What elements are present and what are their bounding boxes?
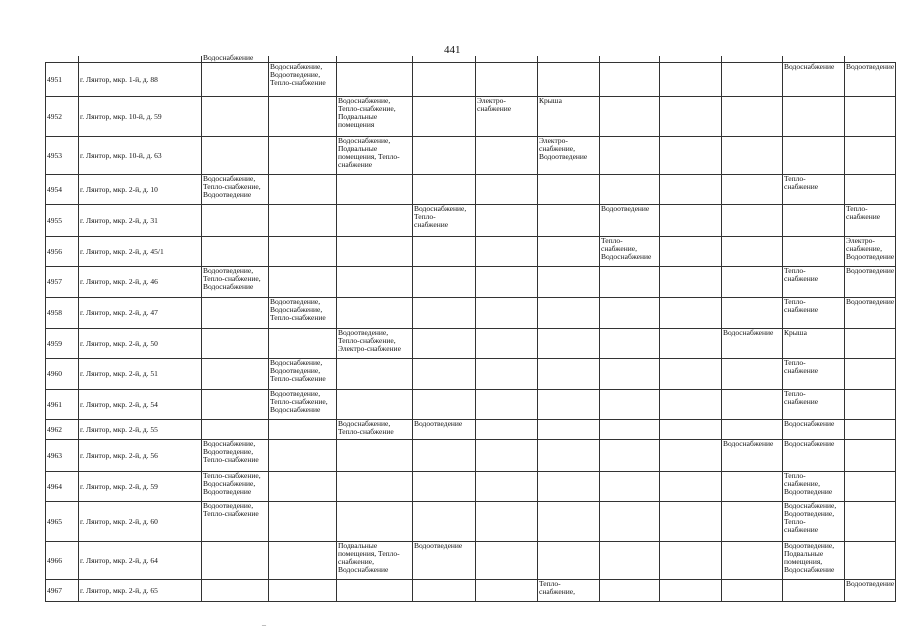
work-cell xyxy=(538,390,600,420)
work-cell xyxy=(269,440,337,472)
work-cell xyxy=(413,267,476,298)
address-cell: г. Лянтор, мкр. 2-й, д. 31 xyxy=(79,205,202,237)
row-number: 4964 xyxy=(46,472,79,502)
address-cell: г. Лянтор, мкр. 2-й, д. 56 xyxy=(79,440,202,472)
work-cell xyxy=(269,329,337,359)
work-cell xyxy=(269,175,337,205)
work-cell xyxy=(600,298,660,329)
work-cell: Водоснабжение, Подвальные помещения, Тепло- снабжение xyxy=(337,137,413,175)
work-cell xyxy=(660,440,722,472)
work-cell xyxy=(413,137,476,175)
work-cell xyxy=(337,205,413,237)
page-number: 441 xyxy=(444,44,461,56)
work-cell xyxy=(269,502,337,542)
work-cell xyxy=(202,359,269,390)
table-row xyxy=(46,137,896,175)
work-cell xyxy=(660,175,722,205)
table-row xyxy=(46,267,896,298)
work-cell xyxy=(722,267,783,298)
table-row xyxy=(46,440,896,472)
work-cell xyxy=(269,542,337,580)
work-cell: Электро- снабжение, Водоотведение xyxy=(845,237,896,267)
work-cell: Тепло- снабжение xyxy=(783,175,845,205)
address-cell: г. Лянтор, мкр. 2-й, д. 10 xyxy=(79,175,202,205)
work-cell xyxy=(476,63,538,97)
work-cell xyxy=(660,267,722,298)
work-cell xyxy=(783,97,845,137)
work-cell xyxy=(600,63,660,97)
work-cell xyxy=(202,542,269,580)
work-cell xyxy=(413,175,476,205)
work-cell: Водоснабжение xyxy=(783,440,845,472)
work-cell xyxy=(269,420,337,440)
work-cell xyxy=(476,205,538,237)
work-cell: Водоотведение xyxy=(845,580,896,602)
work-cell xyxy=(269,472,337,502)
work-cell xyxy=(600,175,660,205)
work-cell xyxy=(660,237,722,267)
work-cell xyxy=(660,329,722,359)
work-cell xyxy=(202,137,269,175)
work-cell xyxy=(476,440,538,472)
work-cell xyxy=(845,329,896,359)
row-number: 4951 xyxy=(46,63,79,97)
work-cell: Водоотведение, Тепло-снабжение xyxy=(202,502,269,542)
work-cell xyxy=(337,298,413,329)
work-cell xyxy=(476,420,538,440)
table-row xyxy=(46,237,896,267)
work-cell xyxy=(413,298,476,329)
work-cell: Водоотведение, Водоснабжение, Тепло-снабжение xyxy=(269,298,337,329)
table-row xyxy=(46,359,896,390)
table-row xyxy=(46,205,896,237)
table-row xyxy=(46,542,896,580)
work-cell: Тепло- снабжение, xyxy=(538,580,600,602)
work-cell: Водоотведение xyxy=(845,63,896,97)
row-number: 4962 xyxy=(46,420,79,440)
work-cell xyxy=(845,175,896,205)
work-cell xyxy=(476,502,538,542)
work-cell xyxy=(476,359,538,390)
work-cell xyxy=(538,420,600,440)
table-row xyxy=(46,580,896,602)
work-cell xyxy=(202,580,269,602)
work-cell: Водоснабжение xyxy=(722,440,783,472)
row-number: 4963 xyxy=(46,440,79,472)
work-cell xyxy=(660,472,722,502)
work-cell xyxy=(660,359,722,390)
work-cell: Тепло- снабжение xyxy=(845,205,896,237)
address-cell: г. Лянтор, мкр. 10-й, д. 63 xyxy=(79,137,202,175)
work-cell xyxy=(337,359,413,390)
work-cell xyxy=(600,267,660,298)
work-cell xyxy=(538,329,600,359)
work-cell xyxy=(202,237,269,267)
work-cell: Водоснабжение, Тепло-снабжение xyxy=(337,420,413,440)
row-number: 4953 xyxy=(46,137,79,175)
work-cell xyxy=(845,97,896,137)
address-cell: г. Лянтор, мкр. 2-й, д. 60 xyxy=(79,502,202,542)
work-cell xyxy=(845,359,896,390)
work-cell xyxy=(269,137,337,175)
table-row xyxy=(46,329,896,359)
work-cell xyxy=(413,440,476,472)
table-row xyxy=(46,97,896,137)
work-cell xyxy=(660,580,722,602)
repair-schedule-table xyxy=(45,62,896,602)
work-cell: Тепло- снабжение, Водоснабжение xyxy=(600,237,660,267)
work-cell xyxy=(600,359,660,390)
scan-artifact: – xyxy=(262,620,266,629)
work-cell xyxy=(722,420,783,440)
work-cell xyxy=(476,329,538,359)
table-row xyxy=(46,502,896,542)
work-cell: Водоотведение xyxy=(413,542,476,580)
work-cell xyxy=(476,175,538,205)
work-cell: Водоснабжение, Тепло-снабжение, Водоотведение xyxy=(202,175,269,205)
work-cell xyxy=(600,472,660,502)
table-body xyxy=(46,63,896,602)
row-number: 4957 xyxy=(46,267,79,298)
table-row xyxy=(46,472,896,502)
work-cell xyxy=(202,97,269,137)
work-cell xyxy=(600,420,660,440)
work-cell: Водоснабжение, Тепло-снабжение, Подвальные помещения xyxy=(337,97,413,137)
work-cell xyxy=(845,137,896,175)
work-cell xyxy=(660,205,722,237)
work-cell xyxy=(337,237,413,267)
work-cell xyxy=(845,472,896,502)
work-cell xyxy=(202,420,269,440)
work-cell xyxy=(783,137,845,175)
work-cell xyxy=(337,502,413,542)
work-cell: Тепло- снабжение, Водоотведение xyxy=(783,472,845,502)
work-cell: Водоснабжение xyxy=(783,63,845,97)
work-cell xyxy=(722,237,783,267)
work-cell xyxy=(476,580,538,602)
work-cell xyxy=(337,175,413,205)
row-number: 4966 xyxy=(46,542,79,580)
work-cell xyxy=(660,542,722,580)
row-number: 4961 xyxy=(46,390,79,420)
work-cell xyxy=(202,298,269,329)
work-cell xyxy=(722,205,783,237)
address-cell: г. Лянтор, мкр. 1-й, д. 88 xyxy=(79,63,202,97)
work-cell xyxy=(337,472,413,502)
work-cell xyxy=(845,502,896,542)
work-cell xyxy=(269,97,337,137)
work-cell: Тепло- снабжение xyxy=(783,267,845,298)
work-cell xyxy=(538,63,600,97)
work-cell xyxy=(202,329,269,359)
work-cell: Водоснабжение xyxy=(722,329,783,359)
work-cell xyxy=(413,502,476,542)
work-cell xyxy=(538,205,600,237)
row-number: 4958 xyxy=(46,298,79,329)
work-cell: Водоотведение xyxy=(845,298,896,329)
work-cell: Водоотведение, Подвальные помещения, Водоснабжение xyxy=(783,542,845,580)
address-cell: г. Лянтор, мкр. 2-й, д. 55 xyxy=(79,420,202,440)
row-number: 4956 xyxy=(46,237,79,267)
work-cell xyxy=(269,580,337,602)
work-cell: Водоснабжение, Водоотведение, Тепло-снабжение xyxy=(269,359,337,390)
work-cell xyxy=(202,390,269,420)
work-cell xyxy=(660,502,722,542)
work-cell: Подвальные помещения, Тепло- снабжение, Водоснабжение xyxy=(337,542,413,580)
work-cell xyxy=(722,63,783,97)
address-cell: г. Лянтор, мкр. 2-й, д. 47 xyxy=(79,298,202,329)
work-cell xyxy=(476,542,538,580)
work-cell xyxy=(413,97,476,137)
work-cell xyxy=(538,267,600,298)
work-cell: Водоснабжение, Водоотведение, Тепло-снабжение xyxy=(269,63,337,97)
work-cell: Электро- снабжение, Водоотведение xyxy=(538,137,600,175)
work-cell xyxy=(722,359,783,390)
work-cell: Водоотведение xyxy=(845,267,896,298)
work-cell: Тепло- снабжение xyxy=(783,390,845,420)
work-cell xyxy=(476,298,538,329)
work-cell xyxy=(660,97,722,137)
work-cell: Водоотведение xyxy=(600,205,660,237)
work-cell xyxy=(600,542,660,580)
work-cell xyxy=(202,205,269,237)
work-cell xyxy=(476,390,538,420)
work-cell xyxy=(660,420,722,440)
work-cell xyxy=(413,580,476,602)
work-cell xyxy=(722,502,783,542)
work-cell xyxy=(476,267,538,298)
work-cell xyxy=(413,359,476,390)
row-number: 4967 xyxy=(46,580,79,602)
work-cell xyxy=(845,542,896,580)
work-cell xyxy=(538,237,600,267)
row-number: 4959 xyxy=(46,329,79,359)
work-cell xyxy=(600,329,660,359)
work-cell xyxy=(538,542,600,580)
work-cell xyxy=(722,137,783,175)
address-cell: г. Лянтор, мкр. 2-й, д. 64 xyxy=(79,542,202,580)
work-cell xyxy=(413,390,476,420)
work-cell xyxy=(337,440,413,472)
work-cell xyxy=(600,390,660,420)
work-cell xyxy=(722,472,783,502)
work-cell xyxy=(476,472,538,502)
work-cell: Водоотведение, Тепло-снабжение, Водоснабжение xyxy=(269,390,337,420)
work-cell xyxy=(783,205,845,237)
work-cell xyxy=(783,237,845,267)
work-cell xyxy=(660,63,722,97)
table-row xyxy=(46,298,896,329)
work-cell: Электро- снабжение xyxy=(476,97,538,137)
work-cell xyxy=(476,237,538,267)
work-cell xyxy=(269,267,337,298)
work-cell xyxy=(476,137,538,175)
work-cell xyxy=(413,237,476,267)
work-cell xyxy=(722,390,783,420)
row-number: 4965 xyxy=(46,502,79,542)
table-row xyxy=(46,63,896,97)
work-cell xyxy=(269,237,337,267)
table-row xyxy=(46,175,896,205)
address-cell: г. Лянтор, мкр. 2-й, д. 54 xyxy=(79,390,202,420)
address-cell: г. Лянтор, мкр. 10-й, д. 59 xyxy=(79,97,202,137)
work-cell xyxy=(337,390,413,420)
work-cell xyxy=(337,63,413,97)
work-cell: Водоотведение xyxy=(413,420,476,440)
work-cell xyxy=(538,440,600,472)
work-cell: Водоснабжение xyxy=(783,420,845,440)
address-cell: г. Лянтор, мкр. 2-й, д. 46 xyxy=(79,267,202,298)
work-cell xyxy=(538,502,600,542)
work-cell: Водоснабжение, Тепло- снабжение xyxy=(413,205,476,237)
work-cell: Тепло- снабжение xyxy=(783,359,845,390)
address-cell: г. Лянтор, мкр. 2-й, д. 45/1 xyxy=(79,237,202,267)
work-cell xyxy=(538,472,600,502)
top-partial-cell: Водоснабжение xyxy=(203,53,254,62)
work-cell: Водоснабжение, Водоотведение, Тепло- снабжение xyxy=(783,502,845,542)
address-cell: г. Лянтор, мкр. 2-й, д. 65 xyxy=(79,580,202,602)
work-cell xyxy=(538,175,600,205)
work-cell: Водоотведение, Тепло-снабжение, Электро-снабжение xyxy=(337,329,413,359)
table-row xyxy=(46,420,896,440)
work-cell xyxy=(660,298,722,329)
work-cell: Водоснабжение, Водоотведение, Тепло-снабжение xyxy=(202,440,269,472)
row-number: 4952 xyxy=(46,97,79,137)
work-cell xyxy=(660,137,722,175)
table-row xyxy=(46,390,896,420)
work-cell xyxy=(413,472,476,502)
work-cell xyxy=(600,97,660,137)
work-cell xyxy=(722,175,783,205)
work-cell xyxy=(337,580,413,602)
row-number: 4955 xyxy=(46,205,79,237)
work-cell xyxy=(722,97,783,137)
work-cell xyxy=(722,580,783,602)
address-cell: г. Лянтор, мкр. 2-й, д. 51 xyxy=(79,359,202,390)
work-cell xyxy=(600,580,660,602)
work-cell xyxy=(413,329,476,359)
work-cell xyxy=(722,298,783,329)
address-cell: г. Лянтор, мкр. 2-й, д. 59 xyxy=(79,472,202,502)
work-cell xyxy=(538,298,600,329)
address-cell: г. Лянтор, мкр. 2-й, д. 50 xyxy=(79,329,202,359)
work-cell xyxy=(600,502,660,542)
work-cell xyxy=(600,440,660,472)
work-cell xyxy=(538,359,600,390)
work-cell xyxy=(413,63,476,97)
work-cell: Тепло-снабжение, Водоснабжение, Водоотведение xyxy=(202,472,269,502)
work-cell xyxy=(845,440,896,472)
work-cell: Крыша xyxy=(783,329,845,359)
work-cell xyxy=(845,390,896,420)
row-number: 4960 xyxy=(46,359,79,390)
row-number: 4954 xyxy=(46,175,79,205)
work-cell: Водоотведение, Тепло-снабжение, Водоснабжение xyxy=(202,267,269,298)
work-cell: Крыша xyxy=(538,97,600,137)
work-cell xyxy=(202,63,269,97)
work-cell xyxy=(269,205,337,237)
work-cell xyxy=(783,580,845,602)
work-cell xyxy=(600,137,660,175)
work-cell xyxy=(660,390,722,420)
work-cell xyxy=(337,267,413,298)
work-cell xyxy=(845,420,896,440)
work-cell xyxy=(722,542,783,580)
work-cell: Тепло- снабжение xyxy=(783,298,845,329)
